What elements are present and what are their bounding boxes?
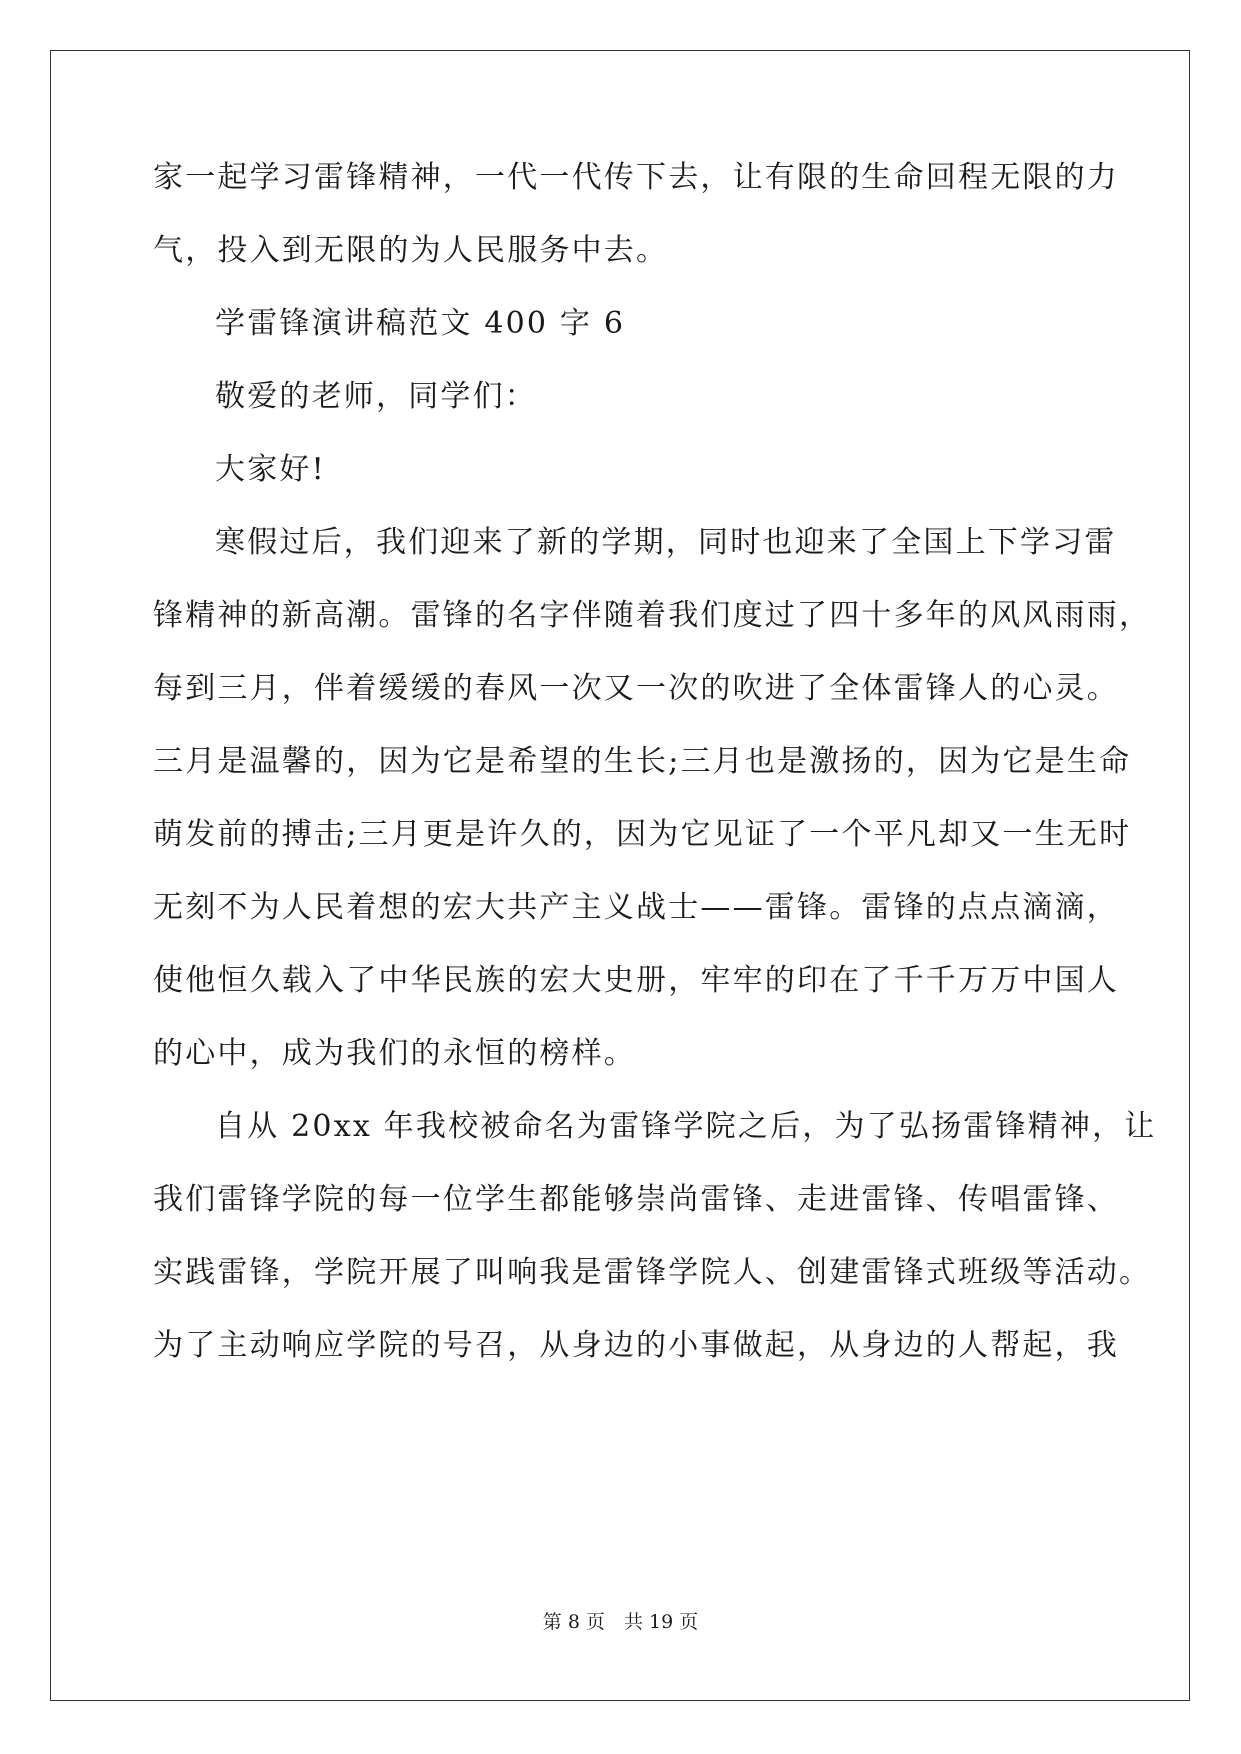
- text-line-9: 三月是温馨的，因为它是希望的生长;三月也是激扬的，因为它是生命: [153, 744, 1132, 779]
- text-line-6: 寒假过后，我们迎来了新的学期，同时也迎来了全国上下学习雷: [215, 525, 1117, 560]
- salutation: 敬爱的老师，同学们：: [215, 379, 537, 414]
- text-line-2: 气，投入到无限的为人民服务中去。: [153, 233, 669, 268]
- text-line-1: 家一起学习雷锋精神，一代一代传下去，让有限的生命回程无限的力: [153, 160, 1119, 195]
- text-line-16: 实践雷锋，学院开展了叫响我是雷锋学院人、创建雷锋式班级等活动。: [153, 1255, 1152, 1290]
- text-line-14: 自从 20xx 年我校被命名为雷锋学院之后，为了弘扬雷锋精神，让: [215, 1109, 1157, 1144]
- page-border: [50, 50, 1190, 1701]
- text-line-10: 萌发前的搏击;三月更是许久的，因为它见证了一个平凡却又一生无时: [153, 817, 1132, 852]
- text-line-15: 我们雷锋学院的每一位学生都能够崇尚雷锋、走进雷锋、传唱雷锋、: [153, 1182, 1119, 1217]
- text-line-13: 的心中，成为我们的永恒的榜样。: [153, 1036, 636, 1071]
- text-line-8: 每到三月，伴着缓缓的春风一次又一次的吹进了全体雷锋人的心灵。: [153, 671, 1119, 706]
- text-line-11: 无刻不为人民着想的宏大共产主义战士——雷锋。雷锋的点点滴滴，: [153, 890, 1119, 925]
- text-line-12: 使他恒久载入了中华民族的宏大史册，牢牢的印在了千千万万中国人: [153, 963, 1119, 998]
- greeting: 大家好!: [215, 452, 326, 487]
- text-line-17: 为了主动响应学院的号召，从身边的小事做起，从身边的人帮起，我: [153, 1328, 1119, 1363]
- section-heading: 学雷锋演讲稿范文 400 字 6: [215, 306, 626, 341]
- page-number-footer: 第 8 页 共 19 页: [542, 1611, 699, 1633]
- text-line-7: 锋精神的新高潮。雷锋的名字伴随着我们度过了四十多年的风风雨雨，: [153, 598, 1152, 633]
